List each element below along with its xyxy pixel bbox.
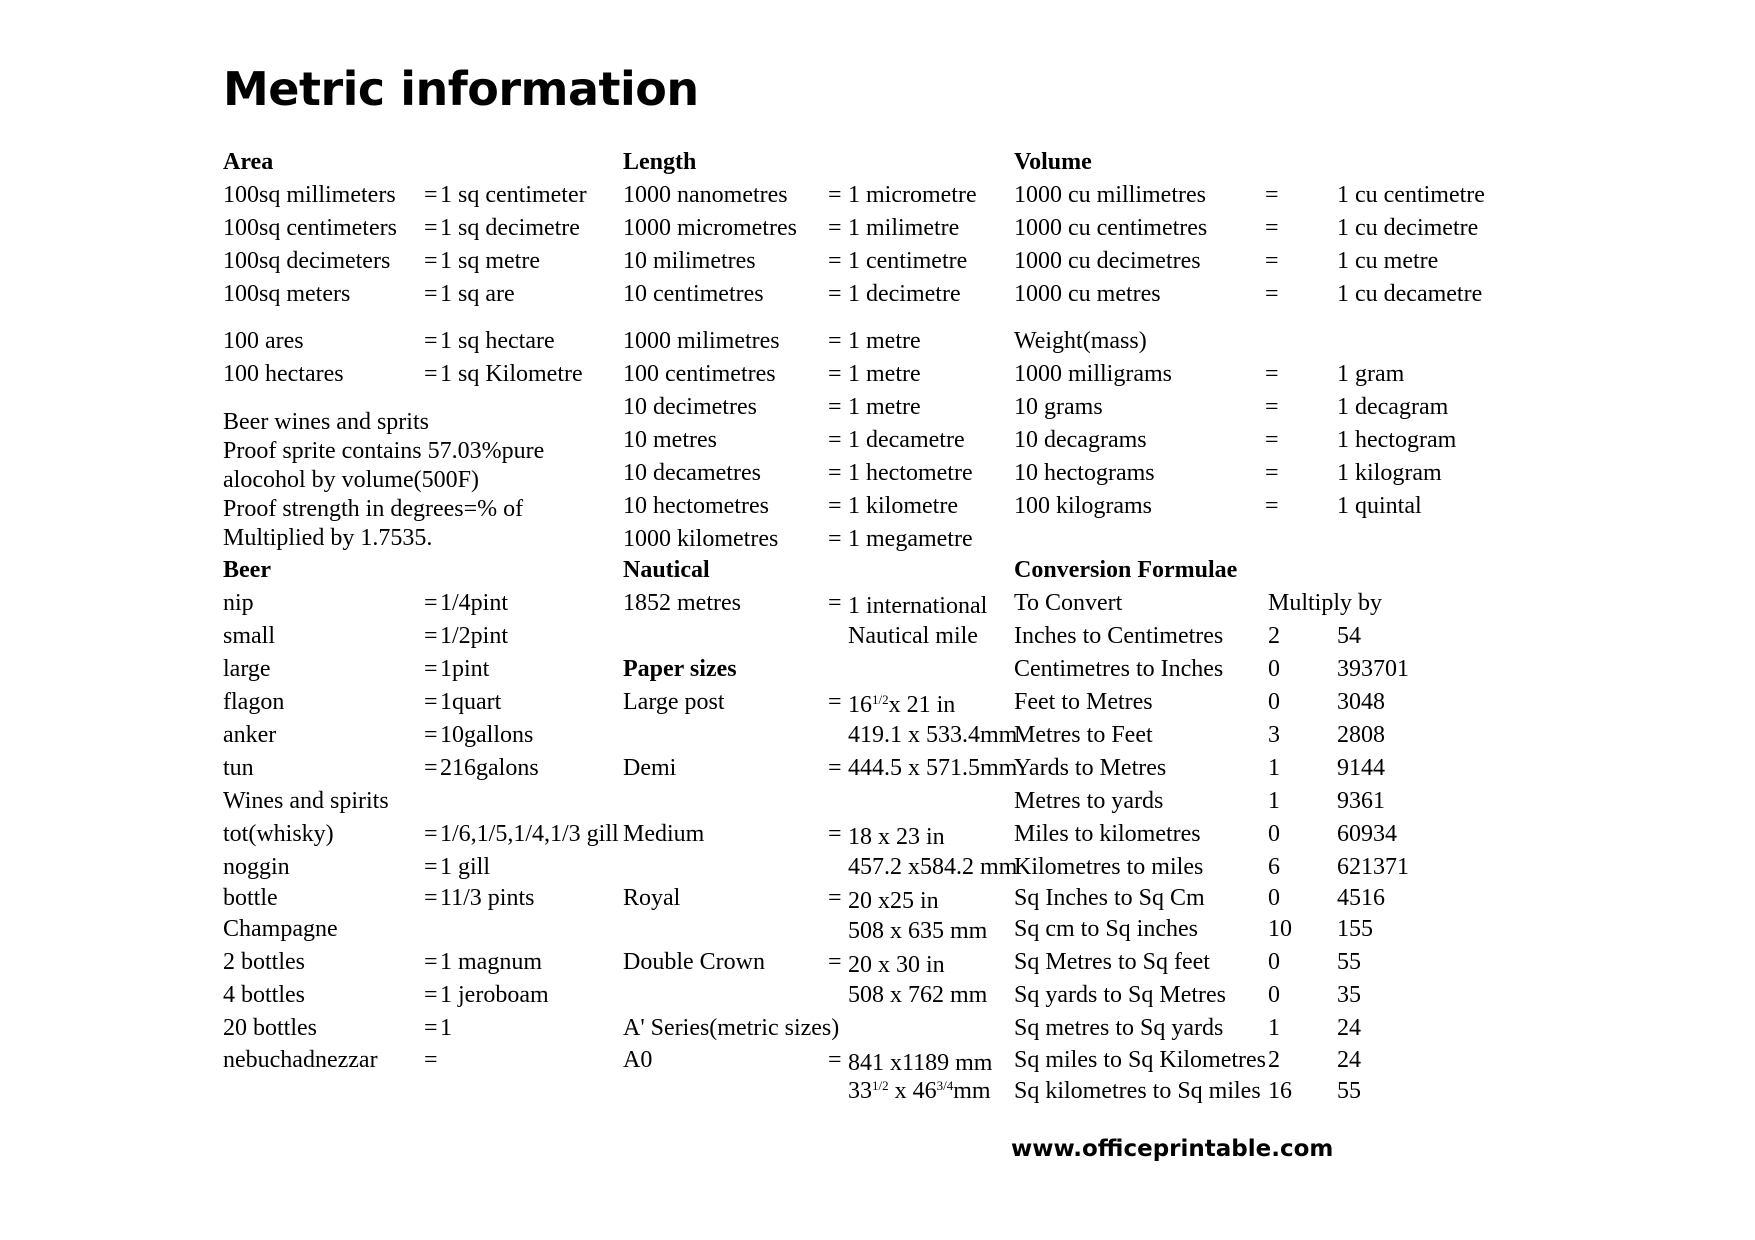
- conversion-row-int: 6: [1268, 854, 1280, 880]
- area-row-eq: =: [424, 215, 438, 241]
- weight-row-eq: =: [1265, 493, 1279, 519]
- weight-row-value: 1 hectogram: [1337, 427, 1457, 453]
- paper-size-eq: =: [828, 949, 842, 975]
- paper-size-mm: 508 x 635 mm: [848, 918, 988, 944]
- length-row-value: 1 hectometre: [848, 460, 973, 486]
- champagne-row-eq: =: [424, 1047, 438, 1073]
- conversion-row-dec: 621371: [1337, 854, 1409, 880]
- champagne-row-eq: =: [424, 982, 438, 1008]
- length-row-value: 1 metre: [848, 328, 921, 354]
- length-row-eq: =: [828, 493, 842, 519]
- weight-row-eq: =: [1265, 460, 1279, 486]
- length-row-label: 1000 milimetres: [623, 328, 780, 354]
- beer-wines-note-line: Multiplied by 1.7535.: [223, 525, 433, 551]
- paper-size-inches: 20 x25 in: [848, 888, 939, 914]
- conversion-row-label: Sq yards to Sq Metres: [1014, 982, 1226, 1008]
- wines-spirits-row-eq: =: [424, 821, 438, 847]
- paper-size-inches: $16^{1/2}x$ 21 in: [848, 692, 956, 718]
- conversion-row-int: 2: [1268, 1047, 1280, 1073]
- beer-row-eq: =: [424, 722, 438, 748]
- nautical-value-line1: 1 international: [848, 593, 988, 619]
- conversion-row-label: Yards to Metres: [1014, 755, 1167, 781]
- area-row-label: 100sq decimeters: [223, 248, 391, 274]
- volume-row-label: 1000 cu metres: [1014, 281, 1161, 307]
- length-row-value: 1 centimetre: [848, 248, 968, 274]
- volume-row-value: 1 cu decimetre: [1337, 215, 1479, 241]
- conversion-row-int: 0: [1268, 982, 1280, 1008]
- area-row-value: 1 sq decimetre: [440, 215, 580, 241]
- beer-wines-note-line: Beer wines and sprits: [223, 409, 429, 435]
- conversion-row-int: 0: [1268, 689, 1280, 715]
- length-row-label: 10 centimetres: [623, 281, 764, 307]
- volume-row-label: 1000 cu decimetres: [1014, 248, 1201, 274]
- weight-row-label: 10 decagrams: [1014, 427, 1147, 453]
- page-title: Metric information: [223, 62, 699, 116]
- paper-size-eq: =: [828, 689, 842, 715]
- conversion-row-label: Centimetres to Inches: [1014, 656, 1224, 682]
- length-heading: Length: [623, 149, 697, 175]
- length-row-label: 10 decimetres: [623, 394, 757, 420]
- champagne-row-label: 20 bottles: [223, 1015, 317, 1041]
- beer-row-eq: =: [424, 656, 438, 682]
- weight-row-label: 10 hectograms: [1014, 460, 1155, 486]
- length-row-eq: =: [828, 248, 842, 274]
- conversion-row-dec: 155: [1337, 916, 1373, 942]
- length-row-value: 1 decimetre: [848, 281, 961, 307]
- wines-spirits-row-label: noggin: [223, 854, 290, 880]
- champagne-row-eq: =: [424, 949, 438, 975]
- beer-row-label: tun: [223, 755, 254, 781]
- volume-row-eq: =: [1265, 281, 1279, 307]
- conversion-row-dec: 54: [1337, 623, 1361, 649]
- paper-size-mm: 457.2 x584.2 mm: [848, 854, 1018, 880]
- length-row-value: 1 milimetre: [848, 215, 960, 241]
- volume-row-value: 1 cu decametre: [1337, 281, 1483, 307]
- area-row-eq: =: [424, 248, 438, 274]
- conversion-row-int: 1: [1268, 755, 1280, 781]
- beer-wines-note-line: alocohol by volume(500F): [223, 467, 479, 493]
- paper-size-name: Double Crown: [623, 949, 765, 975]
- wines-spirits-row-value: 1 gill: [440, 854, 491, 880]
- champagne-row-label: 4 bottles: [223, 982, 305, 1008]
- conversion-row-int: 1: [1268, 788, 1280, 814]
- champagne-row-value: 1 jeroboam: [440, 982, 549, 1008]
- area-row-value: 1 sq centimeter: [440, 182, 587, 208]
- length-row-label: 10 milimetres: [623, 248, 756, 274]
- length-row-eq: =: [828, 427, 842, 453]
- weight-heading: Weight(mass): [1014, 328, 1147, 354]
- weight-row-value: 1 kilogram: [1337, 460, 1442, 486]
- champagne-row-label: 2 bottles: [223, 949, 305, 975]
- conversion-heading: Conversion Formulae: [1014, 557, 1238, 583]
- paper-size-eq: =: [828, 755, 842, 781]
- conversion-row-int: 16: [1268, 1078, 1292, 1104]
- length-row-eq: =: [828, 526, 842, 552]
- area-row-value: 1 sq are: [440, 281, 515, 307]
- beer-row-label: nip: [223, 590, 254, 616]
- area-row-value: 1 sq Kilometre: [440, 361, 583, 387]
- length-row-eq: =: [828, 328, 842, 354]
- champagne-row-label: nebuchadnezzar: [223, 1047, 378, 1073]
- paper-size-inches: $33^{1/2}$ x $46^{3/4}mm$: [848, 1078, 991, 1104]
- length-row-value: 1 kilometre: [848, 493, 958, 519]
- paper-sizes-heading: Paper sizes: [623, 656, 737, 682]
- conversion-column-multiply: Multiply by: [1268, 590, 1383, 616]
- conversion-row-label: Sq miles to Sq Kilometres: [1014, 1047, 1266, 1073]
- beer-row-label: large: [223, 656, 271, 682]
- conversion-row-label: Sq cm to Sq inches: [1014, 916, 1198, 942]
- nautical-heading: Nautical: [623, 557, 710, 583]
- length-row-label: 10 metres: [623, 427, 717, 453]
- length-row-eq: =: [828, 182, 842, 208]
- paper-size-eq: =: [828, 1047, 842, 1073]
- conversion-row-int: 0: [1268, 949, 1280, 975]
- length-row-value: 1 metre: [848, 361, 921, 387]
- conversion-row-label: Sq Metres to Sq feet: [1014, 949, 1210, 975]
- conversion-row-int: 0: [1268, 821, 1280, 847]
- beer-wines-note-line: Proof sprite contains 57.03%pure: [223, 438, 545, 464]
- volume-row-label: 1000 cu centimetres: [1014, 215, 1208, 241]
- wines-spirits-row-label: tot(whisky): [223, 821, 334, 847]
- conversion-row-dec: 55: [1337, 1078, 1361, 1104]
- volume-row-eq: =: [1265, 182, 1279, 208]
- conversion-row-int: 2: [1268, 623, 1280, 649]
- conversion-row-int: 1: [1268, 1015, 1280, 1041]
- champagne-heading: Champagne: [223, 916, 338, 942]
- area-row-eq: =: [424, 328, 438, 354]
- paper-size-mm: 419.1 x 533.4mm: [848, 722, 1018, 748]
- beer-row-eq: =: [424, 623, 438, 649]
- beer-row-eq: =: [424, 590, 438, 616]
- paper-size-name: Large post: [623, 689, 725, 715]
- length-row-label: 1000 nanometres: [623, 182, 788, 208]
- nautical-label: 1852 metres: [623, 590, 741, 616]
- beer-row-label: small: [223, 623, 275, 649]
- volume-row-value: 1 cu centimetre: [1337, 182, 1485, 208]
- conversion-row-int: 0: [1268, 656, 1280, 682]
- length-row-label: 10 decametres: [623, 460, 761, 486]
- wines-spirits-row-value: 1/6,1/5,1/4,1/3 gill: [440, 821, 619, 847]
- paper-size-name: A0: [623, 1047, 653, 1073]
- area-row-label: 100sq meters: [223, 281, 351, 307]
- conversion-row-dec: 24: [1337, 1047, 1361, 1073]
- beer-row-eq: =: [424, 755, 438, 781]
- beer-row-value: 1pint: [440, 656, 490, 682]
- conversion-row-int: 0: [1268, 885, 1280, 911]
- length-row-label: 1000 micrometres: [623, 215, 797, 241]
- area-row-label: 100sq centimeters: [223, 215, 397, 241]
- area-row-label: 100 hectares: [223, 361, 344, 387]
- paper-size-mm: 841 x1189 mm: [848, 1050, 993, 1076]
- length-row-label: 100 centimetres: [623, 361, 776, 387]
- paper-size-inches: 18 x 23 in: [848, 824, 945, 850]
- beer-row-label: flagon: [223, 689, 285, 715]
- length-row-label: 10 hectometres: [623, 493, 769, 519]
- conversion-row-label: Kilometres to miles: [1014, 854, 1204, 880]
- wines-spirits-row-label: bottle: [223, 885, 278, 911]
- beer-row-value: 216galons: [440, 755, 539, 781]
- weight-row-eq: =: [1265, 394, 1279, 420]
- area-heading: Area: [223, 149, 274, 175]
- wines-spirits-heading: Wines and spirits: [223, 788, 389, 814]
- volume-row-value: 1 cu metre: [1337, 248, 1439, 274]
- length-row-eq: =: [828, 361, 842, 387]
- area-row-eq: =: [424, 361, 438, 387]
- beer-row-label: anker: [223, 722, 277, 748]
- paper-size-mm: 444.5 x 571.5mm: [848, 755, 1018, 781]
- area-row-eq: =: [424, 281, 438, 307]
- beer-row-value: 1quart: [440, 689, 502, 715]
- volume-row-eq: =: [1265, 248, 1279, 274]
- weight-row-label: 1000 milligrams: [1014, 361, 1172, 387]
- a-series-heading: A' Series(metric sizes): [623, 1015, 840, 1041]
- wines-spirits-row-eq: =: [424, 854, 438, 880]
- wines-spirits-row-eq: =: [424, 885, 438, 911]
- area-row-label: 100sq millimeters: [223, 182, 396, 208]
- volume-row-eq: =: [1265, 215, 1279, 241]
- wines-spirits-row-value: 11/3 pints: [440, 885, 535, 911]
- conversion-row-label: Miles to kilometres: [1014, 821, 1201, 847]
- weight-row-value: 1 quintal: [1337, 493, 1422, 519]
- length-row-eq: =: [828, 394, 842, 420]
- conversion-column-convert: To Convert: [1014, 590, 1123, 616]
- weight-row-label: 10 grams: [1014, 394, 1103, 420]
- area-row-value: 1 sq hectare: [440, 328, 555, 354]
- conversion-row-dec: 35: [1337, 982, 1361, 1008]
- beer-row-value: 1/4pint: [440, 590, 509, 616]
- weight-row-value: 1 decagram: [1337, 394, 1449, 420]
- volume-row-label: 1000 cu millimetres: [1014, 182, 1206, 208]
- beer-row-value: 10gallons: [440, 722, 534, 748]
- conversion-row-dec: 9361: [1337, 788, 1385, 814]
- area-row-value: 1 sq metre: [440, 248, 540, 274]
- conversion-row-dec: 55: [1337, 949, 1361, 975]
- conversion-row-label: Sq metres to Sq yards: [1014, 1015, 1224, 1041]
- length-row-value: 1 metre: [848, 394, 921, 420]
- area-row-label: 100 ares: [223, 328, 304, 354]
- conversion-row-dec: 9144: [1337, 755, 1385, 781]
- conversion-row-dec: 3048: [1337, 689, 1385, 715]
- beer-row-eq: =: [424, 689, 438, 715]
- paper-size-mm: 508 x 762 mm: [848, 982, 988, 1008]
- length-row-eq: =: [828, 215, 842, 241]
- paper-size-eq: =: [828, 885, 842, 911]
- conversion-row-label: Inches to Centimetres: [1014, 623, 1224, 649]
- conversion-row-dec: 393701: [1337, 656, 1409, 682]
- conversion-row-label: Metres to yards: [1014, 788, 1164, 814]
- champagne-row-value: 1: [440, 1015, 452, 1041]
- conversion-row-label: Sq Inches to Sq Cm: [1014, 885, 1205, 911]
- weight-row-value: 1 gram: [1337, 361, 1405, 387]
- length-row-value: 1 micrometre: [848, 182, 977, 208]
- beer-heading: Beer: [223, 557, 271, 583]
- paper-size-eq: =: [828, 821, 842, 847]
- beer-wines-note-line: Proof strength in degrees=% of: [223, 496, 524, 522]
- length-row-value: 1 megametre: [848, 526, 973, 552]
- nautical-eq: =: [828, 590, 842, 616]
- weight-row-label: 100 kilograms: [1014, 493, 1152, 519]
- champagne-row-eq: =: [424, 1015, 438, 1041]
- conversion-row-int: 10: [1268, 916, 1292, 942]
- length-row-label: 1000 kilometres: [623, 526, 779, 552]
- conversion-row-dec: 60934: [1337, 821, 1397, 847]
- paper-size-name: Royal: [623, 885, 681, 911]
- weight-row-eq: =: [1265, 361, 1279, 387]
- length-row-eq: =: [828, 460, 842, 486]
- conversion-row-label: Sq kilometres to Sq miles: [1014, 1078, 1261, 1104]
- conversion-row-int: 3: [1268, 722, 1280, 748]
- weight-row-eq: =: [1265, 427, 1279, 453]
- nautical-value-line2: Nautical mile: [848, 623, 978, 649]
- paper-size-name: Demi: [623, 755, 677, 781]
- website-url: www.officeprintable.com: [1011, 1136, 1334, 1162]
- length-row-eq: =: [828, 281, 842, 307]
- paper-size-name: Medium: [623, 821, 705, 847]
- conversion-row-dec: 4516: [1337, 885, 1385, 911]
- conversion-row-label: Metres to Feet: [1014, 722, 1153, 748]
- length-row-value: 1 decametre: [848, 427, 965, 453]
- conversion-row-dec: 2808: [1337, 722, 1385, 748]
- area-row-eq: =: [424, 182, 438, 208]
- volume-heading: Volume: [1014, 149, 1092, 175]
- beer-row-value: 1/2pint: [440, 623, 509, 649]
- conversion-row-label: Feet to Metres: [1014, 689, 1153, 715]
- champagne-row-value: 1 magnum: [440, 949, 542, 975]
- conversion-row-dec: 24: [1337, 1015, 1361, 1041]
- paper-size-inches: 20 x 30 in: [848, 952, 945, 978]
